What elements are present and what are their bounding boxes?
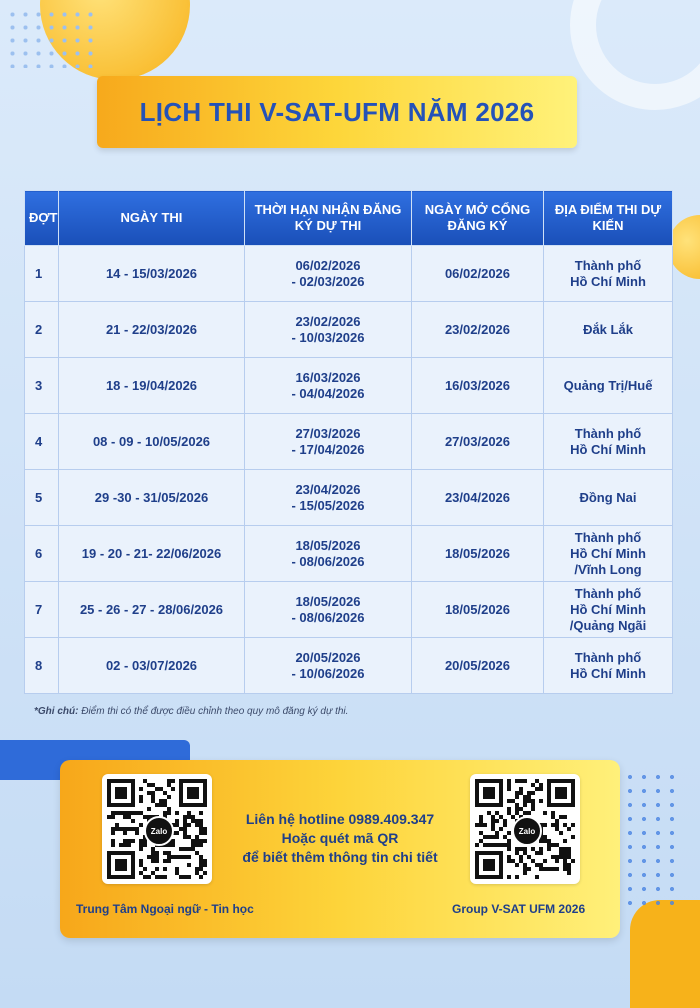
title-banner xyxy=(97,76,577,148)
location-line: Thành phố xyxy=(574,529,642,545)
table-row xyxy=(25,526,673,582)
cell-dia-diem xyxy=(544,526,673,582)
page-title: LỊCH THI V-SAT-UFM NĂM 2026 xyxy=(139,96,535,127)
cell-dot: 7 xyxy=(25,582,59,638)
deadline-line: 27/03/2026 xyxy=(295,425,361,441)
cell-dia-diem xyxy=(544,246,673,302)
table-row xyxy=(25,246,673,302)
location-line: /Quảng Ngãi xyxy=(569,617,647,633)
cell-dot: 3 xyxy=(25,358,59,414)
contact-text xyxy=(220,810,460,867)
location-line: Đồng Nai xyxy=(579,489,637,505)
location-line: Quảng Trị/Huế xyxy=(563,377,653,393)
header-thoi-han: THỜI HẠN NHẬN ĐĂNG KÝ DỰ THI xyxy=(245,191,412,246)
cell-dia-diem xyxy=(544,470,673,526)
cell-ngay-mo-cong: 06/02/2026 xyxy=(412,246,544,302)
cell-dia-diem xyxy=(544,582,673,638)
location-line: Hồ Chí Minh xyxy=(570,545,646,561)
location-line: Hồ Chí Minh xyxy=(570,665,646,681)
cell-dot: 4 xyxy=(25,414,59,470)
cell-ngay-mo-cong: 16/03/2026 xyxy=(412,358,544,414)
note-text: Điểm thi có thể được điều chỉnh theo quy mô đăng ký dự thi. xyxy=(78,706,349,717)
cell-ngay-thi: 19 - 20 - 21- 22/06/2026 xyxy=(59,526,245,582)
location-line: Hồ Chí Minh xyxy=(570,273,646,289)
table-row xyxy=(25,414,673,470)
table-header-row xyxy=(25,191,673,246)
cell-ngay-mo-cong: 27/03/2026 xyxy=(412,414,544,470)
deadline-line: 23/02/2026 xyxy=(295,313,361,329)
contact-box xyxy=(60,760,620,938)
header-dot: ĐỢT xyxy=(25,191,59,246)
table-row xyxy=(25,302,673,358)
cell-ngay-mo-cong: 18/05/2026 xyxy=(412,582,544,638)
cell-ngay-thi: 14 - 15/03/2026 xyxy=(59,246,245,302)
table-row xyxy=(25,358,673,414)
cell-thoi-han xyxy=(245,302,412,358)
more-info-line: để biết thêm thông tin chi tiết xyxy=(242,849,438,865)
decorative-dot-grid-top xyxy=(6,8,96,68)
cell-dot: 6 xyxy=(25,526,59,582)
hotline-line: Liên hệ hotline 0989.409.347 xyxy=(245,811,435,827)
deadline-line: - 02/03/2026 xyxy=(291,273,365,289)
location-line: Thành phố xyxy=(574,649,642,665)
location-line: Đắk Lắk xyxy=(583,321,633,337)
table-row xyxy=(25,638,673,694)
cell-ngay-mo-cong: 23/02/2026 xyxy=(412,302,544,358)
cell-ngay-thi: 25 - 26 - 27 - 28/06/2026 xyxy=(59,582,245,638)
location-line: Hồ Chí Minh xyxy=(570,441,646,457)
location-line: /Vĩnh Long xyxy=(574,561,642,577)
deadline-line: 16/03/2026 xyxy=(295,369,361,385)
cell-ngay-thi: 29 -30 - 31/05/2026 xyxy=(59,470,245,526)
deadline-line: - 08/06/2026 xyxy=(291,553,365,569)
cell-dia-diem xyxy=(544,414,673,470)
deadline-line: - 15/05/2026 xyxy=(291,497,365,513)
table-row xyxy=(25,470,673,526)
deadline-line: - 04/04/2026 xyxy=(291,385,365,401)
cell-dot: 2 xyxy=(25,302,59,358)
cell-dia-diem xyxy=(544,358,673,414)
cell-dot: 8 xyxy=(25,638,59,694)
qr-left-caption: Trung Tâm Ngoại ngữ - Tin học xyxy=(76,902,254,916)
location-line: Thành phố xyxy=(574,257,642,273)
cell-ngay-thi: 02 - 03/07/2026 xyxy=(59,638,245,694)
note-label: *Ghi chú: xyxy=(34,706,79,717)
location-line: Thành phố xyxy=(574,585,642,601)
deadline-line: 18/05/2026 xyxy=(295,593,361,609)
location-line: Thành phố xyxy=(574,425,642,441)
table-body xyxy=(25,246,673,694)
cell-dot: 5 xyxy=(25,470,59,526)
exam-schedule-table xyxy=(24,190,673,694)
qr-code-left[interactable] xyxy=(102,774,212,884)
cell-ngay-mo-cong: 20/05/2026 xyxy=(412,638,544,694)
cell-thoi-han xyxy=(245,246,412,302)
deadline-line: 23/04/2026 xyxy=(295,481,361,497)
deadline-line: - 08/06/2026 xyxy=(291,609,365,625)
cell-thoi-han xyxy=(245,582,412,638)
cell-ngay-thi: 08 - 09 - 10/05/2026 xyxy=(59,414,245,470)
scan-qr-line: Hoặc quét mã QR xyxy=(281,830,399,846)
deadline-line: 20/05/2026 xyxy=(295,649,361,665)
qr-code-right[interactable] xyxy=(470,774,580,884)
cell-thoi-han xyxy=(245,638,412,694)
cell-dot: 1 xyxy=(25,246,59,302)
qr-right-caption: Group V-SAT UFM 2026 xyxy=(452,902,586,916)
cell-ngay-thi: 18 - 19/04/2026 xyxy=(59,358,245,414)
deadline-line: - 10/06/2026 xyxy=(291,665,365,681)
cell-ngay-mo-cong: 23/04/2026 xyxy=(412,470,544,526)
header-ngay-thi: NGÀY THI xyxy=(59,191,245,246)
cell-thoi-han xyxy=(245,470,412,526)
header-dia-diem: ĐỊA ĐIỂM THI DỰ KIẾN xyxy=(544,191,673,246)
deadline-line: - 10/03/2026 xyxy=(291,329,365,345)
zalo-icon: Zalo xyxy=(512,816,542,846)
cell-ngay-mo-cong: 18/05/2026 xyxy=(412,526,544,582)
deadline-line: 18/05/2026 xyxy=(295,537,361,553)
cell-thoi-han xyxy=(245,358,412,414)
cell-thoi-han xyxy=(245,414,412,470)
cell-dia-diem xyxy=(544,638,673,694)
cell-dia-diem xyxy=(544,302,673,358)
note xyxy=(34,706,348,717)
deadline-line: - 17/04/2026 xyxy=(291,441,365,457)
zalo-icon: Zalo xyxy=(144,816,174,846)
header-ngay-mo-cong: NGÀY MỞ CỔNG ĐĂNG KÝ xyxy=(412,191,544,246)
decorative-ring xyxy=(570,0,700,110)
cell-thoi-han xyxy=(245,526,412,582)
table-row xyxy=(25,582,673,638)
cell-ngay-thi: 21 - 22/03/2026 xyxy=(59,302,245,358)
location-line: Hồ Chí Minh xyxy=(570,601,646,617)
deadline-line: 06/02/2026 xyxy=(295,257,361,273)
decorative-yellow-block xyxy=(630,900,700,1008)
